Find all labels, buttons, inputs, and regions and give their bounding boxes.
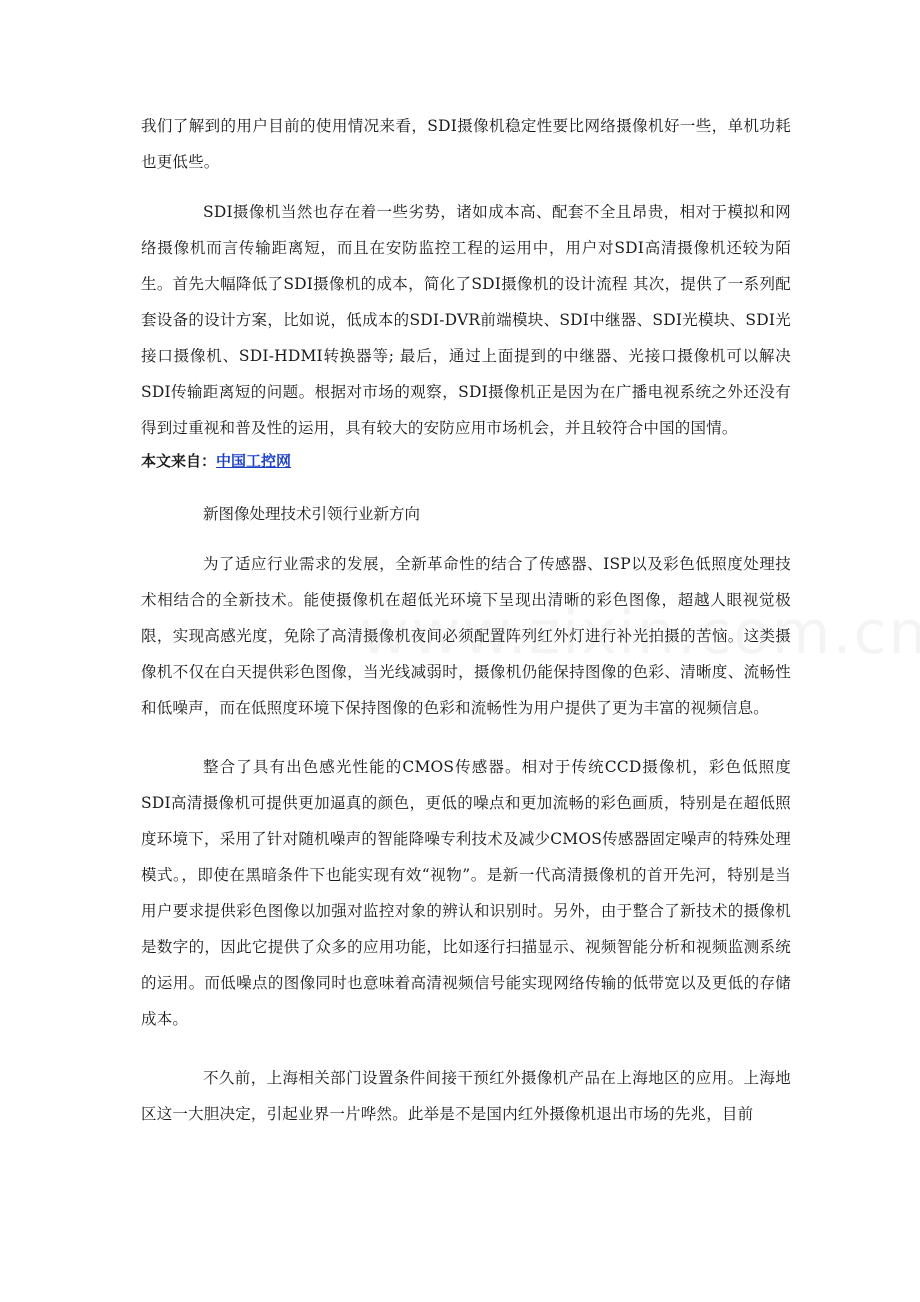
paragraph-sdi-stability: 我们了解到的用户目前的使用情况来看，SDI摄像机稳定性要比网络摄像机好一些，单机功耗也更低些。 xyxy=(141,117,791,171)
source-label: 本文来自： xyxy=(141,452,217,470)
section-heading: 新图像处理技术引领行业新方向 xyxy=(203,505,421,523)
paragraph-sdi-drawbacks: SDI摄像机当然也存在着一些劣势，诸如成本高、配套不全且昂贵，相对于模拟和网络摄像机而言传输距离短，而且在安防监控工程的运用中，用户对SDI高清摄像机还较为陌生。首先大幅降低了SDI摄像机的成本，简化了SDI摄像机的设计流程 其次，提供了一系列配套设备的设计方案，比如说，低成本的SDI-DVR前端模块、SDI中继器、SDI光模块、SDI光接口摄像机、SDI-HDMI转换器等; 最后，通过上面提到的中继器、光接口摄像机可以解决SDI传输距离短的问题。根据对市场的观察，SDI摄像机正是因为在广播电视系统之外还没有得到过重视和普及性的运用，具有较大的安防应用市场机会，并且较符合中国的国情。 xyxy=(141,203,791,437)
source-line xyxy=(141,446,791,476)
document-body xyxy=(141,108,791,1132)
paragraph-shanghai-policy: 不久前，上海相关部门设置条件间接干预红外摄像机产品在上海地区的应用。上海地区这一大胆决定，引起业界一片哗然。此举是不是国内红外摄像机退出市场的先兆，目前 xyxy=(141,1069,791,1123)
paragraph-new-tech: 为了适应行业需求的发展，全新革命性的结合了传感器、ISP以及彩色低照度处理技术相结合的全新技术。能使摄像机在超低光环境下呈现出清晰的彩色图像，超越人眼视觉极限，实现高感光度，免除了高清摄像机夜间必须配置阵列红外灯进行补光拍摄的苦恼。这类摄像机不仅在白天提供彩色图像，当光线减弱时，摄像机仍能保持图像的色彩、清晰度、流畅性和低噪声，而在低照度环境下保持图像的色彩和流畅性为用户提供了更为丰富的视频信息。 xyxy=(141,555,791,717)
source-link[interactable]: 中国工控网 xyxy=(216,452,292,470)
paragraph-cmos-sensor: 整合了具有出色感光性能的CMOS传感器。相对于传统CCD摄像机，彩色低照度SDI高清摄像机可提供更加逼真的颜色，更低的噪点和更加流畅的彩色画质，特别是在超低照度环境下，采用了针对随机噪声的智能降噪专利技术及减少CMOS传感器固定噪声的特殊处理模式。，即使在黑暗条件下也能实现有效“视物”。是新一代高清摄像机的首开先河，特别是当用户要求提供彩色图像以加强对监控对象的辨认和识别时。另外，由于整合了新技术的摄像机是数字的，因此它提供了众多的应用功能，比如逐行扫描显示、视频智能分析和视频监测系统的运用。而低噪点的图像同时也意味着高清视频信号能实现网络传输的低带宽以及更低的存储成本。 xyxy=(141,758,791,1028)
